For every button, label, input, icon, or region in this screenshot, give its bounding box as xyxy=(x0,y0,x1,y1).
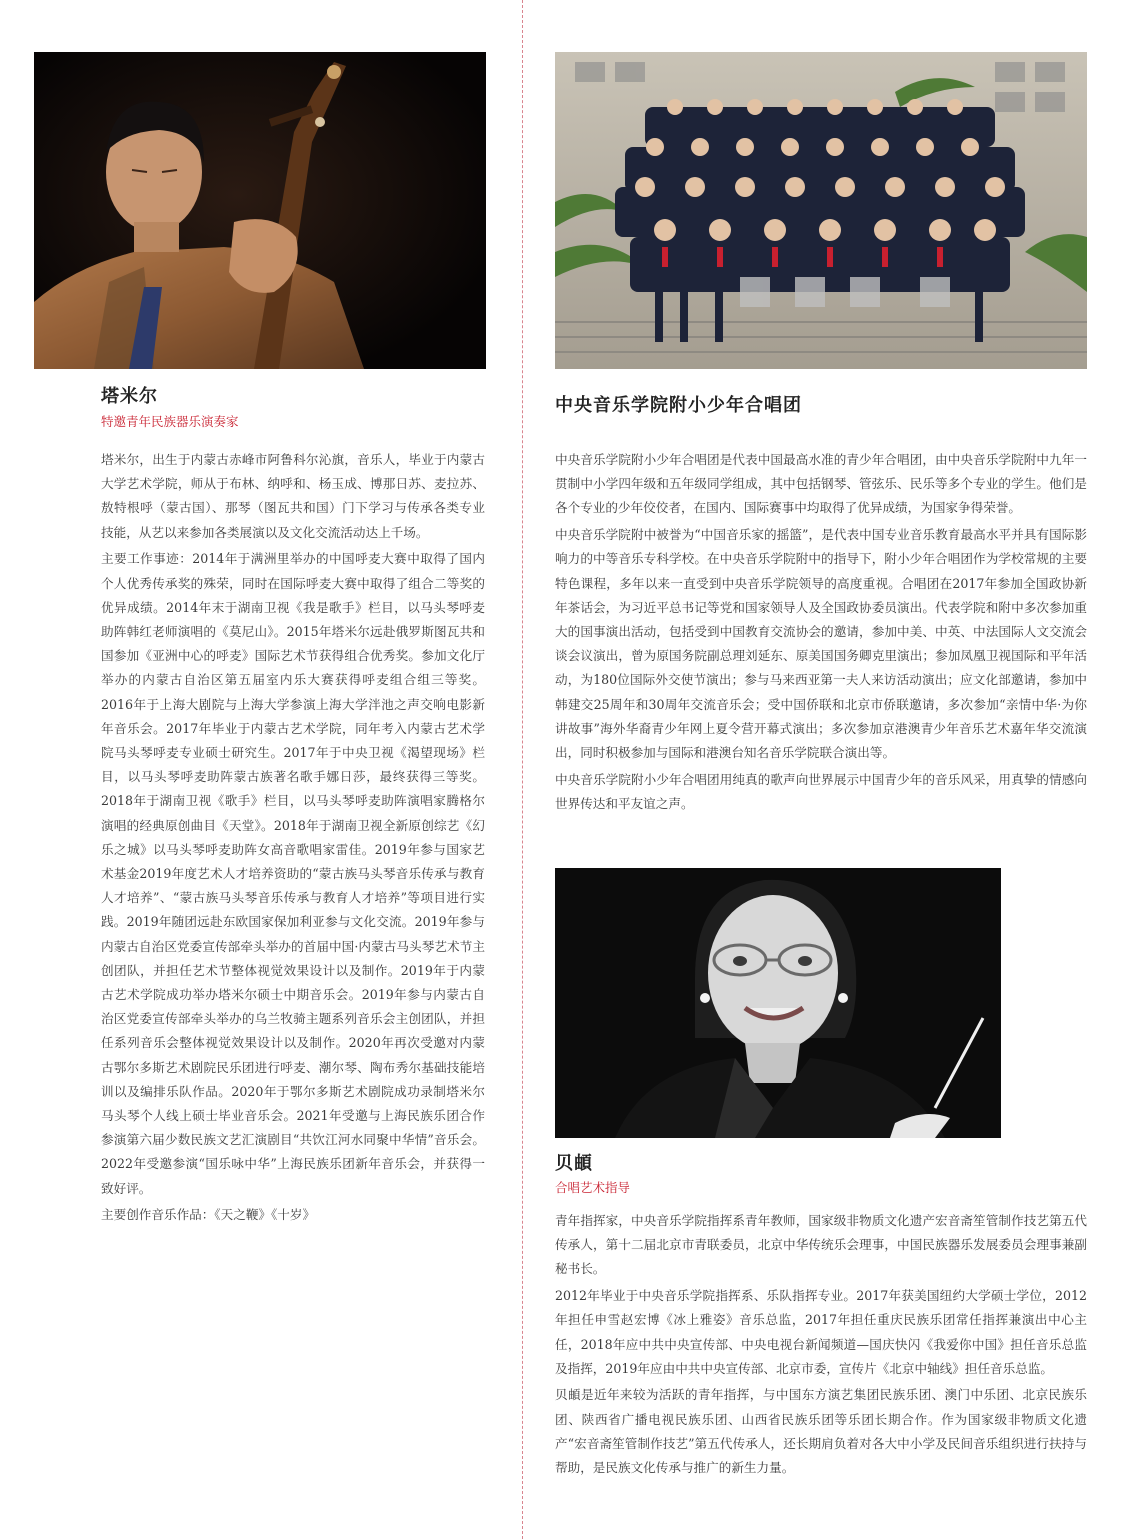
tamir-bio xyxy=(101,448,485,1230)
choir-para-1: 中央音乐学院附小少年合唱团是代表中国最高水准的青少年合唱团，由中央音乐学院附中九年一贯制中小学四年级和五年级同学组成，其中包括钢琴、管弦乐、民乐等多个专业的学生。他们是各个专业的少年佼佼者，在国内、国际赛事中均取得了优异成绩，为国家争得荣誉。 xyxy=(555,452,1087,516)
conductor-name: 贝頔 xyxy=(555,1153,593,1174)
choir-photo xyxy=(555,52,1087,369)
tamir-role: 特邀青年民族器乐演奏家 xyxy=(101,414,239,429)
conductor-bio xyxy=(555,1209,1087,1483)
conductor-para-1: 青年指挥家，中央音乐学院指挥系青年教师，国家级非物质文化遗产宏音斋笙管制作技艺第五代传承人，第十二届北京市青联委员，北京中华传统乐会理事，中国民族器乐发展委员会理事兼副秘书长。 xyxy=(555,1213,1087,1277)
conductor-photo xyxy=(555,868,1001,1138)
tamir-bio-compositions: 主要创作音乐作品：《天之鞭》《十岁》 xyxy=(101,1207,316,1223)
conductor-para-3: 贝頔是近年来较为活跃的青年指挥，与中国东方演艺集团民族乐团、澳门中乐团、北京民族乐团、陕西省广播电视民族乐团、山西省民族乐团等乐团长期合作。作为国家级非物质文化遗产“宏音斋笙管制作技艺”第五代传承人，还长期肩负着对各大中小学及民间音乐组织进行扶持与帮助，是民族文化传承与推广的新生力量。 xyxy=(555,1387,1087,1476)
choir-title: 中央音乐学院附小少年合唱团 xyxy=(555,395,802,416)
tamir-name: 塔米尔 xyxy=(101,386,158,407)
conductor-role: 合唱艺术指导 xyxy=(555,1180,631,1195)
tamir-bio-works: 主要工作事迹：2014年于满洲里举办的中国呼麦大赛中取得了国内个人优秀传承奖的殊荣，同时在国际呼麦大赛中取得了组合二等奖的优异成绩。2014年末于湖南卫视《我是歌手》栏目，以马头琴呼麦助阵韩红老师演唱的《莫尼山》。2015年塔米尔远赴俄罗斯图瓦共和国参加《亚洲中心的呼麦》国际艺术节获得组合优秀奖。参加文化厅举办的内蒙古自治区第五届室内乐大赛获得呼麦组合组三等奖。2016年于上海大剧院与上海大学参演上海大学泮池之声交响电影新年音乐会。2017年毕业于内蒙古艺术学院，同年考入内蒙古艺术学院马头琴呼麦专业硕士研究生。2017年于中央卫视《渴望现场》栏目，以马头琴呼麦助阵蒙古族著名歌手娜日莎，最终获得三等奖。2018年于湖南卫视《歌手》栏目，以马头琴呼麦助阵演唱家腾格尔演唱的经典原创曲目《天堂》。2018年于湖南卫视全新原创综艺《幻乐之城》以马头琴呼麦助阵女高音歌唱家雷佳。2019年参与国家艺术基金2019年度艺术人才培养资助的“蒙古族马头琴音乐传承与教育人才培养”、“蒙古族马头琴音乐传承与教育人才培养”等项目进行实践。2019年随团远赴东欧国家保加利亚参与文化交流。2019年参与内蒙古自治区党委宣传部牵头举办的首届中国·内蒙古马头琴艺术节主创团队，并担任艺术节整体视觉效果设计以及制作。2019年于内蒙古艺术学院成功举办塔米尔硕士中期音乐会。2019年参与内蒙古自治区党委宣传部牵头举办的乌兰牧骑主题系列音乐会主创团队，并担任系列音乐会整体视觉效果设计以及制作。2020年再次受邀对内蒙古鄂尔多斯艺术剧院民乐团进行呼麦、潮尔琴、陶布秀尔基础技能培训以及编排乐队作品。2020年于鄂尔多斯艺术剧院成功录制塔米尔马头琴个人线上硕士毕业音乐会。2021年受邀与上海民族乐团合作参演第六届少数民族文艺汇演剧目“共饮江河水同聚中华情”音乐会。2022年受邀参演“国乐咏中华”上海民族乐团新年音乐会，并获得一致好评。 xyxy=(101,551,485,1196)
tamir-bio-intro: 塔米尔，出生于内蒙古赤峰市阿鲁科尔沁旗，音乐人，毕业于内蒙古大学艺术学院，师从于布林、纳呼和、杨玉成、博那日苏、麦拉苏、敖特根呼（蒙古国）、那琴（图瓦共和国）门下学习与传承各类专业技能，从艺以来参加各类展演以及文化交流活动达上千场。 xyxy=(101,452,485,540)
choir-para-2: 中央音乐学院附中被誉为“中国音乐家的摇篮”，是代表中国专业音乐教育最高水平并具有国际影响力的中等音乐专科学校。在中央音乐学院附中的指导下，附小少年合唱团作为学校常规的主要特色课程，多年以来一直受到中央音乐学院领导的高度重视。合唱团在2017年参加全国政协新年茶话会，为习近平总书记等党和国家领导人及全国政协委员演出。代表学院和附中多次参加重大的国事演出活动，包括受到中国教育交流协会的邀请，参加中美、中英、中法国际人文交流会谈会议演出，曾为原国务院副总理刘延东、原美国国务卿克里演出；参加凤凰卫视国际和平年活动，为180位国际外交使节演出；参与马来西亚第一夫人来访活动演出；应文化部邀请，参加中韩建交25周年和30周年交流音乐会；受中国侨联和北京市侨联邀请，多次参加“亲情中华·为你讲故事”海外华裔青少年网上夏令营开幕式演出；多次参加京港澳青少年音乐艺术嘉年华交流演出，同时积极参加与国际和港澳台知名音乐学院联合演出等。 xyxy=(555,527,1087,760)
choir-para-3: 中央音乐学院附小少年合唱团用纯真的歌声向世界展示中国青少年的音乐风采，用真挚的情感向世界传达和平友谊之声。 xyxy=(555,771,1087,811)
column-divider xyxy=(522,0,523,1539)
tamir-photo xyxy=(34,52,486,369)
conductor-para-2: 2012年毕业于中央音乐学院指挥系、乐队指挥专业。2017年获美国纽约大学硕士学位，2012年担任申雪赵宏博《冰上雅姿》音乐总监，2017年担任重庆民族乐团常任指挥兼演出中心主任，2018年应中共中央宣传部、中央电视台新闻频道—国庆快闪《我爱你中国》担任音乐总监及指挥，2019年应由中共中央宣传部、北京市委，宣传片《北京中轴线》担任音乐总监。 xyxy=(555,1288,1087,1376)
choir-description xyxy=(555,448,1087,819)
